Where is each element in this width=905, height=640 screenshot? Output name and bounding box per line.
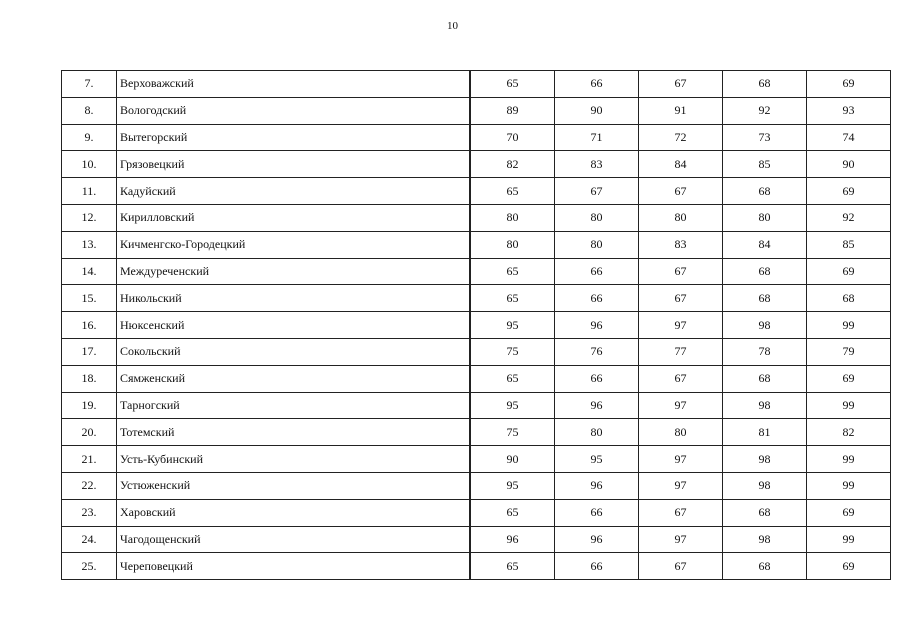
table-row: [62, 338, 891, 365]
value-cell-4: 73: [723, 124, 807, 151]
table-row: [62, 97, 891, 124]
value-cell-2: 96: [555, 472, 639, 499]
value-cell-1: 65: [470, 499, 555, 526]
value-cell-2: 96: [555, 312, 639, 339]
district-name: Грязовецкий: [117, 151, 471, 178]
page-number: 10: [447, 20, 458, 32]
value-cell-5: 99: [807, 526, 891, 553]
value-cell-4: 68: [723, 499, 807, 526]
value-cell-5: 99: [807, 446, 891, 473]
table-body: [62, 71, 891, 580]
value-cell-1: 65: [470, 285, 555, 312]
value-cell-2: 80: [555, 204, 639, 231]
value-cell-1: 96: [470, 526, 555, 553]
district-name: Чагодощенский: [117, 526, 471, 553]
row-number: 7.: [62, 71, 117, 98]
value-cell-1: 65: [470, 258, 555, 285]
district-name: Харовский: [117, 499, 471, 526]
value-cell-5: 99: [807, 312, 891, 339]
table-row: [62, 499, 891, 526]
table-row: [62, 472, 891, 499]
value-cell-3: 83: [639, 231, 723, 258]
row-number: 18.: [62, 365, 117, 392]
table-row: [62, 365, 891, 392]
value-cell-1: 89: [470, 97, 555, 124]
value-cell-3: 80: [639, 204, 723, 231]
value-cell-3: 67: [639, 365, 723, 392]
row-number: 14.: [62, 258, 117, 285]
value-cell-4: 92: [723, 97, 807, 124]
value-cell-5: 69: [807, 553, 891, 580]
value-cell-5: 99: [807, 392, 891, 419]
district-table: [61, 70, 891, 580]
value-cell-4: 81: [723, 419, 807, 446]
value-cell-3: 91: [639, 97, 723, 124]
value-cell-2: 90: [555, 97, 639, 124]
value-cell-2: 66: [555, 285, 639, 312]
district-name: Тарногский: [117, 392, 471, 419]
value-cell-1: 95: [470, 312, 555, 339]
value-cell-3: 77: [639, 338, 723, 365]
value-cell-4: 68: [723, 178, 807, 205]
value-cell-4: 80: [723, 204, 807, 231]
value-cell-2: 96: [555, 526, 639, 553]
row-number: 23.: [62, 499, 117, 526]
value-cell-5: 69: [807, 499, 891, 526]
value-cell-1: 95: [470, 472, 555, 499]
value-cell-2: 83: [555, 151, 639, 178]
row-number: 10.: [62, 151, 117, 178]
district-name: Никольский: [117, 285, 471, 312]
value-cell-5: 93: [807, 97, 891, 124]
row-number: 24.: [62, 526, 117, 553]
value-cell-5: 69: [807, 258, 891, 285]
row-number: 17.: [62, 338, 117, 365]
value-cell-5: 85: [807, 231, 891, 258]
value-cell-4: 98: [723, 526, 807, 553]
value-cell-5: 79: [807, 338, 891, 365]
value-cell-5: 69: [807, 365, 891, 392]
table-row: [62, 178, 891, 205]
value-cell-2: 66: [555, 71, 639, 98]
district-name: Кирилловский: [117, 204, 471, 231]
table-row: [62, 553, 891, 580]
value-cell-2: 66: [555, 365, 639, 392]
district-name: Вытегорский: [117, 124, 471, 151]
value-cell-3: 72: [639, 124, 723, 151]
value-cell-4: 68: [723, 553, 807, 580]
value-cell-5: 99: [807, 472, 891, 499]
district-name: Вологодский: [117, 97, 471, 124]
table-row: [62, 124, 891, 151]
table-row: [62, 231, 891, 258]
value-cell-4: 68: [723, 285, 807, 312]
value-cell-4: 68: [723, 258, 807, 285]
value-cell-3: 84: [639, 151, 723, 178]
value-cell-4: 98: [723, 392, 807, 419]
value-cell-2: 66: [555, 499, 639, 526]
row-number: 16.: [62, 312, 117, 339]
row-number: 21.: [62, 446, 117, 473]
table-row: [62, 312, 891, 339]
district-name: Верховажский: [117, 71, 471, 98]
value-cell-3: 67: [639, 258, 723, 285]
table-row: [62, 526, 891, 553]
row-number: 20.: [62, 419, 117, 446]
row-number: 19.: [62, 392, 117, 419]
row-number: 9.: [62, 124, 117, 151]
value-cell-4: 98: [723, 472, 807, 499]
value-cell-1: 90: [470, 446, 555, 473]
table-row: [62, 392, 891, 419]
value-cell-4: 78: [723, 338, 807, 365]
table-row: [62, 285, 891, 312]
value-cell-1: 95: [470, 392, 555, 419]
row-number: 11.: [62, 178, 117, 205]
district-name: Сокольский: [117, 338, 471, 365]
row-number: 22.: [62, 472, 117, 499]
table-row: [62, 71, 891, 98]
value-cell-1: 65: [470, 178, 555, 205]
value-cell-1: 65: [470, 553, 555, 580]
value-cell-1: 80: [470, 231, 555, 258]
value-cell-1: 65: [470, 365, 555, 392]
row-number: 15.: [62, 285, 117, 312]
value-cell-3: 97: [639, 446, 723, 473]
value-cell-4: 68: [723, 365, 807, 392]
table-row: [62, 204, 891, 231]
value-cell-4: 98: [723, 312, 807, 339]
value-cell-5: 68: [807, 285, 891, 312]
value-cell-2: 95: [555, 446, 639, 473]
table-row: [62, 258, 891, 285]
value-cell-5: 90: [807, 151, 891, 178]
value-cell-4: 68: [723, 71, 807, 98]
district-name: Кичменгско-Городецкий: [117, 231, 471, 258]
table-row: [62, 446, 891, 473]
value-cell-1: 70: [470, 124, 555, 151]
value-cell-4: 85: [723, 151, 807, 178]
value-cell-3: 67: [639, 285, 723, 312]
value-cell-2: 67: [555, 178, 639, 205]
value-cell-3: 67: [639, 178, 723, 205]
district-name: Сямженский: [117, 365, 471, 392]
value-cell-5: 82: [807, 419, 891, 446]
value-cell-3: 97: [639, 312, 723, 339]
value-cell-3: 97: [639, 526, 723, 553]
row-number: 8.: [62, 97, 117, 124]
district-name: Усть-Кубинский: [117, 446, 471, 473]
value-cell-4: 84: [723, 231, 807, 258]
district-name: Устюженский: [117, 472, 471, 499]
value-cell-1: 80: [470, 204, 555, 231]
value-cell-3: 67: [639, 499, 723, 526]
value-cell-2: 76: [555, 338, 639, 365]
row-number: 25.: [62, 553, 117, 580]
value-cell-1: 75: [470, 419, 555, 446]
value-cell-1: 65: [470, 71, 555, 98]
value-cell-1: 75: [470, 338, 555, 365]
district-name: Тотемский: [117, 419, 471, 446]
value-cell-2: 80: [555, 231, 639, 258]
value-cell-4: 98: [723, 446, 807, 473]
district-name: Кадуйский: [117, 178, 471, 205]
value-cell-3: 97: [639, 392, 723, 419]
value-cell-3: 97: [639, 472, 723, 499]
value-cell-5: 69: [807, 71, 891, 98]
value-cell-1: 82: [470, 151, 555, 178]
value-cell-5: 92: [807, 204, 891, 231]
row-number: 12.: [62, 204, 117, 231]
district-name: Междуреченский: [117, 258, 471, 285]
table-row: [62, 151, 891, 178]
value-cell-5: 74: [807, 124, 891, 151]
table-row: [62, 419, 891, 446]
district-name: Нюксенский: [117, 312, 471, 339]
value-cell-2: 66: [555, 553, 639, 580]
value-cell-3: 67: [639, 553, 723, 580]
value-cell-5: 69: [807, 178, 891, 205]
value-cell-3: 67: [639, 71, 723, 98]
district-name: Череповецкий: [117, 553, 471, 580]
row-number: 13.: [62, 231, 117, 258]
value-cell-3: 80: [639, 419, 723, 446]
value-cell-2: 96: [555, 392, 639, 419]
value-cell-2: 80: [555, 419, 639, 446]
value-cell-2: 71: [555, 124, 639, 151]
value-cell-2: 66: [555, 258, 639, 285]
